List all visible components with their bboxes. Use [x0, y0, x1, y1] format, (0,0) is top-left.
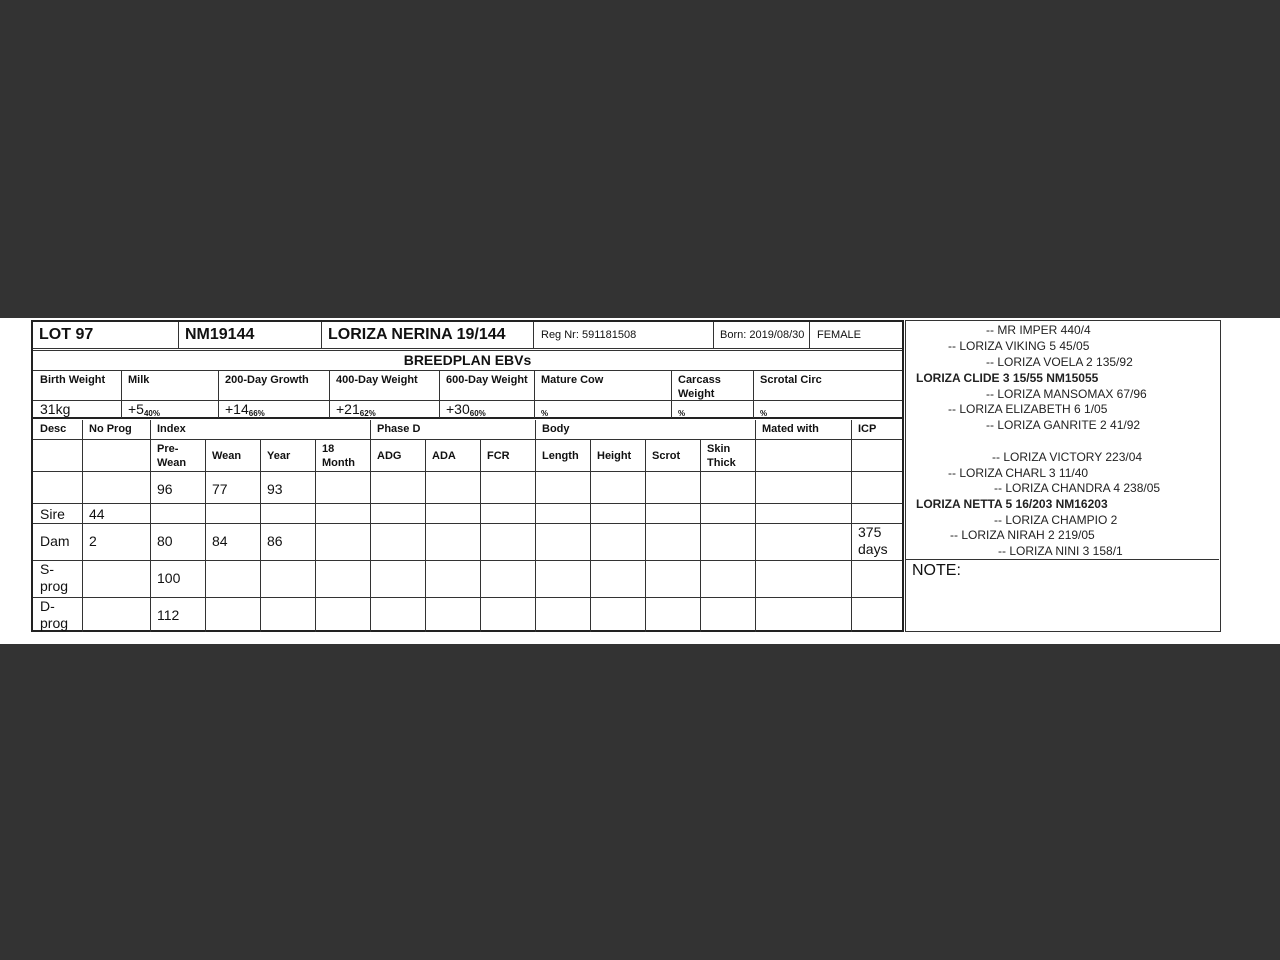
- perf-column-divider: [851, 439, 852, 632]
- pedigree-line: -- LORIZA VOELA 2 135/92: [986, 355, 1133, 369]
- perf-header-no-prog: No Prog: [89, 423, 132, 435]
- sex-cell: [810, 322, 902, 349]
- lot-details-table: [31, 320, 904, 632]
- animal-id-cell: [179, 322, 322, 349]
- perf-subheader-wean: Wean: [212, 450, 242, 462]
- perf-cell-icp: 375 days: [858, 524, 888, 557]
- perf-subheader-skin-thick: Skin Thick: [707, 443, 736, 469]
- perf-cell-year: 93: [267, 481, 283, 497]
- perf-row-divider: [33, 523, 902, 524]
- ebv-column-divider: [439, 371, 440, 418]
- perf-group-divider: [755, 420, 756, 439]
- ebv-header-milk: Milk: [128, 374, 150, 386]
- ebv-column-divider: [218, 371, 219, 418]
- pedigree-line: -- MR IMPER 440/4: [986, 323, 1091, 337]
- perf-subheader-scrot: Scrot: [652, 450, 681, 462]
- perf-column-divider: [645, 439, 646, 632]
- ebv-header-mature-cow: Mature Cow: [541, 374, 604, 386]
- pedigree-line: -- LORIZA NIRAH 2 219/05: [950, 528, 1095, 542]
- perf-group-divider: [535, 420, 536, 439]
- perf-header-icp: ICP: [858, 423, 877, 435]
- ebv-value-scrotal-circ: [760, 401, 767, 419]
- perf-cell-prewean: 112: [157, 607, 180, 623]
- perf-column-divider: [370, 439, 371, 632]
- birth-date: Born: 2019/08/30: [720, 329, 805, 341]
- perf-subheader-height: Height: [597, 450, 632, 462]
- ebv-value-milk: [128, 401, 160, 419]
- perf-row-divider: [33, 503, 902, 504]
- ebv-value-accuracy: 66%: [248, 409, 265, 418]
- perf-column-divider: [150, 439, 151, 632]
- perf-group-divider: [82, 420, 83, 439]
- lot-number-cell: [33, 322, 179, 349]
- perf-header-body: Body: [542, 423, 570, 435]
- animal-name-cell: [322, 322, 534, 349]
- ebv-column-divider: [121, 371, 122, 418]
- perf-header-phase-d: Phase D: [377, 423, 421, 435]
- perf-column-divider: [755, 439, 756, 632]
- perf-subheader-year: Year: [267, 450, 291, 462]
- perf-row-divider: [33, 597, 902, 598]
- ebv-title-divider: [33, 370, 902, 371]
- perf-group-divider: [370, 420, 371, 439]
- perf-cell-year: 86: [267, 533, 283, 549]
- perf-column-divider: [260, 439, 261, 632]
- ebv-value-main: +14: [225, 401, 249, 417]
- sex: FEMALE: [817, 329, 862, 341]
- perf-header-desc: Desc: [40, 423, 67, 435]
- ebv-column-divider: [329, 371, 330, 418]
- perf-group-divider: [150, 420, 151, 439]
- perf-column-divider: [425, 439, 426, 632]
- reg-number: Reg Nr: 591181508: [541, 329, 637, 341]
- ebv-value-carcass-weight: [678, 401, 685, 419]
- ebv-value-birth-weight: [40, 401, 70, 419]
- perf-cell-prewean: 80: [157, 533, 173, 549]
- perf-subheader-fcr: FCR: [487, 450, 510, 462]
- reg-number-cell: [534, 322, 714, 349]
- animal-name: LORIZA NERINA 19/144: [328, 326, 506, 343]
- pedigree-line: -- LORIZA MANSOMAX 67/96: [986, 387, 1147, 401]
- perf-column-divider: [205, 439, 206, 632]
- pedigree-line: -- LORIZA VICTORY 223/04: [992, 450, 1143, 464]
- perf-subheader-pre-wean: Pre-Wean: [157, 443, 187, 469]
- animal-id: NM19144: [185, 326, 255, 343]
- ebv-value-mature-cow: [541, 401, 548, 419]
- header-divider: [33, 350, 902, 351]
- perf-header-index: Index: [157, 423, 186, 435]
- note-label: NOTE:: [912, 562, 961, 579]
- pedigree-line: LORIZA NETTA 5 16/203 NM16203: [916, 497, 1108, 511]
- ebv-column-divider: [671, 371, 672, 418]
- perf-row-divider: [33, 439, 902, 440]
- perf-column-divider: [480, 439, 481, 632]
- perf-cell-prewean: 96: [157, 481, 173, 497]
- perf-column-divider: [590, 439, 591, 632]
- perf-row-divider: [33, 471, 902, 472]
- perf-subheader-length: Length: [542, 450, 579, 462]
- lot-number: LOT 97: [39, 326, 94, 343]
- pedigree-panel: [905, 320, 1221, 632]
- ebv-column-divider: [534, 371, 535, 418]
- perf-cell-noprog: 44: [89, 506, 105, 522]
- pedigree-line: -- LORIZA CHANDRA 4 238/05: [994, 481, 1161, 495]
- perf-cell-desc: D-prog: [40, 598, 69, 631]
- ebv-value-400-day-weight: [336, 401, 376, 419]
- perf-group-divider: [851, 420, 852, 439]
- pedigree-line: -- LORIZA VIKING 5 45/05: [948, 339, 1090, 353]
- perf-row-divider: [33, 560, 902, 561]
- ebv-value-main: +5: [128, 401, 144, 417]
- perf-cell-prewean: 100: [157, 570, 181, 586]
- note-divider: [906, 559, 1219, 560]
- ebv-title: BREEDPLAN EBVs: [403, 352, 532, 368]
- ebv-header-scrotal-circ: Scrotal Circ: [760, 374, 822, 386]
- ebv-value-accuracy: %: [541, 409, 549, 418]
- perf-cell-wean: 77: [212, 481, 228, 497]
- pedigree-line: -- LORIZA GANRITE 2 41/92: [986, 418, 1141, 432]
- perf-column-divider: [82, 439, 83, 632]
- sale-lot-card: [0, 318, 1280, 644]
- ebv-header-200-day-growth: 200-Day Growth: [225, 374, 309, 386]
- perf-cell-desc: S-prog: [40, 561, 69, 594]
- pedigree-line: -- LORIZA CHARL 3 11/40: [948, 466, 1089, 480]
- birth-date-cell: [714, 322, 810, 349]
- perf-column-divider: [700, 439, 701, 632]
- perf-subheader-18-month: 18 Month: [322, 443, 355, 469]
- perf-cell-desc: Sire: [40, 506, 65, 522]
- ebv-value-main: +21: [336, 401, 360, 417]
- ebv-header-400-day-weight: 400-Day Weight: [336, 374, 418, 386]
- perf-subheader-ada: ADA: [432, 450, 456, 462]
- ebv-value-accuracy: %: [678, 409, 686, 418]
- perf-column-divider: [315, 439, 316, 632]
- ebv-value-accuracy: 60%: [469, 409, 486, 418]
- pedigree-line: -- LORIZA ELIZABETH 6 1/05: [948, 402, 1108, 416]
- ebv-header-carcass-weight: Carcass Weight: [678, 374, 721, 400]
- pedigree-line: -- LORIZA NINI 3 158/1: [998, 544, 1123, 558]
- perf-cell-noprog: 2: [89, 533, 97, 549]
- perf-cell-wean: 84: [212, 533, 228, 549]
- ebv-value-accuracy: 62%: [359, 409, 376, 418]
- ebv-value-main: +30: [446, 401, 470, 417]
- ebv-header-birth-weight: Birth Weight: [40, 374, 106, 386]
- ebv-value-main: 31kg: [40, 401, 71, 417]
- ebv-header-600-day-weight: 600-Day Weight: [446, 374, 528, 386]
- ebv-value-200-day-growth: [225, 401, 265, 419]
- pedigree-line: -- LORIZA CHAMPIO 2: [994, 513, 1118, 527]
- perf-column-divider: [535, 439, 536, 632]
- perf-subheader-adg: ADG: [377, 450, 402, 462]
- ebv-value-600-day-weight: [446, 401, 486, 419]
- ebv-value-accuracy: %: [760, 409, 768, 418]
- perf-header-mated-with: Mated with: [762, 423, 819, 435]
- pedigree-line: LORIZA CLIDE 3 15/55 NM15055: [916, 371, 1099, 385]
- ebv-value-accuracy: 40%: [143, 409, 160, 418]
- perf-cell-desc: Dam: [40, 533, 70, 549]
- ebv-column-divider: [753, 371, 754, 418]
